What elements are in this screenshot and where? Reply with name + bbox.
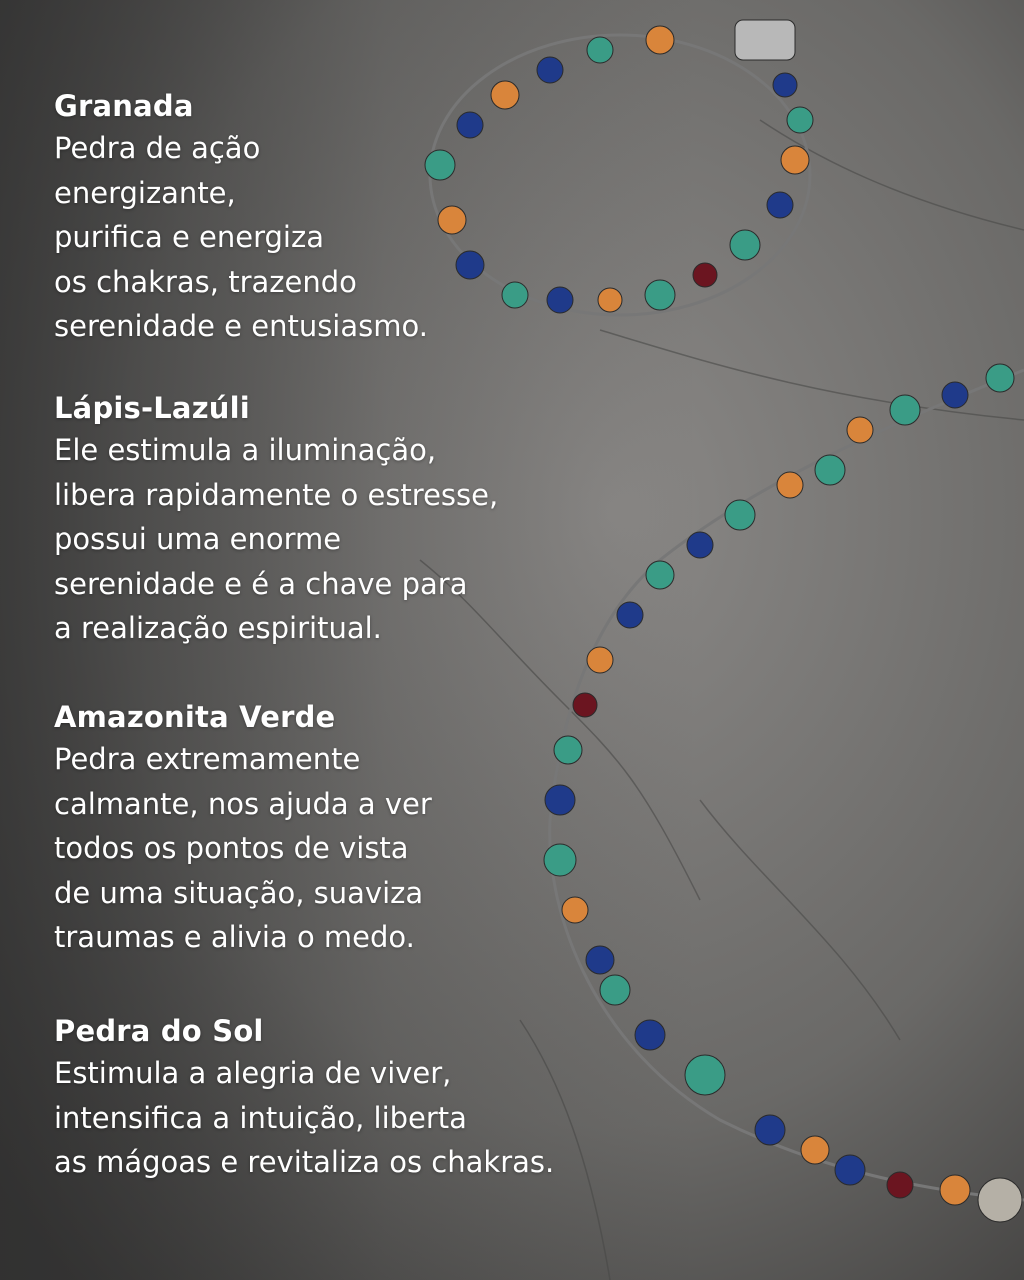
stone-title: Pedra do Sol	[54, 1014, 264, 1048]
stone-description-line: Pedra extremamente	[54, 742, 361, 776]
stone-description-line: intensifica a intuição, liberta	[54, 1100, 467, 1135]
stone-description-line: libera rapidamente o estresse,	[54, 477, 499, 512]
stone-description-line: possui uma enorme	[54, 522, 342, 556]
stone-description-line: energizante,	[54, 175, 236, 210]
stone-description-line: Ele estimula a iluminação,	[54, 433, 437, 467]
stone-description-line: Estimula a alegria de viver,	[54, 1056, 452, 1090]
stone-description-line: de uma situação, suaviza	[54, 875, 424, 910]
stone-pedra-do-sol	[54, 1011, 554, 1185]
stone-title: Granada	[54, 89, 194, 123]
stone-amazonita-verde	[54, 697, 432, 960]
stone-description-line: todos os pontos de vista	[54, 831, 409, 865]
stone-description-line: traumas e alivia o medo.	[54, 920, 415, 954]
clasp	[735, 20, 795, 60]
stone-description-line: os chakras, trazendo	[54, 264, 357, 299]
stone-granada	[54, 86, 428, 349]
stone-lapis-lazuli	[54, 388, 498, 651]
stone-description-line: a realização espiritual.	[54, 611, 382, 645]
stone-title: Lápis-Lazúli	[54, 391, 250, 425]
stone-description-line: as mágoas e revitaliza os chakras.	[54, 1145, 555, 1179]
stone-title: Amazonita Verde	[54, 700, 336, 734]
stone-description-line: Pedra de ação	[54, 131, 261, 165]
stone-description-line: calmante, nos ajuda a ver	[54, 786, 432, 821]
stone-description-line: serenidade e entusiasmo.	[54, 309, 428, 343]
stone-description-line: purifica e energiza	[54, 220, 324, 254]
stone-description-line: serenidade e é a chave para	[54, 566, 468, 601]
